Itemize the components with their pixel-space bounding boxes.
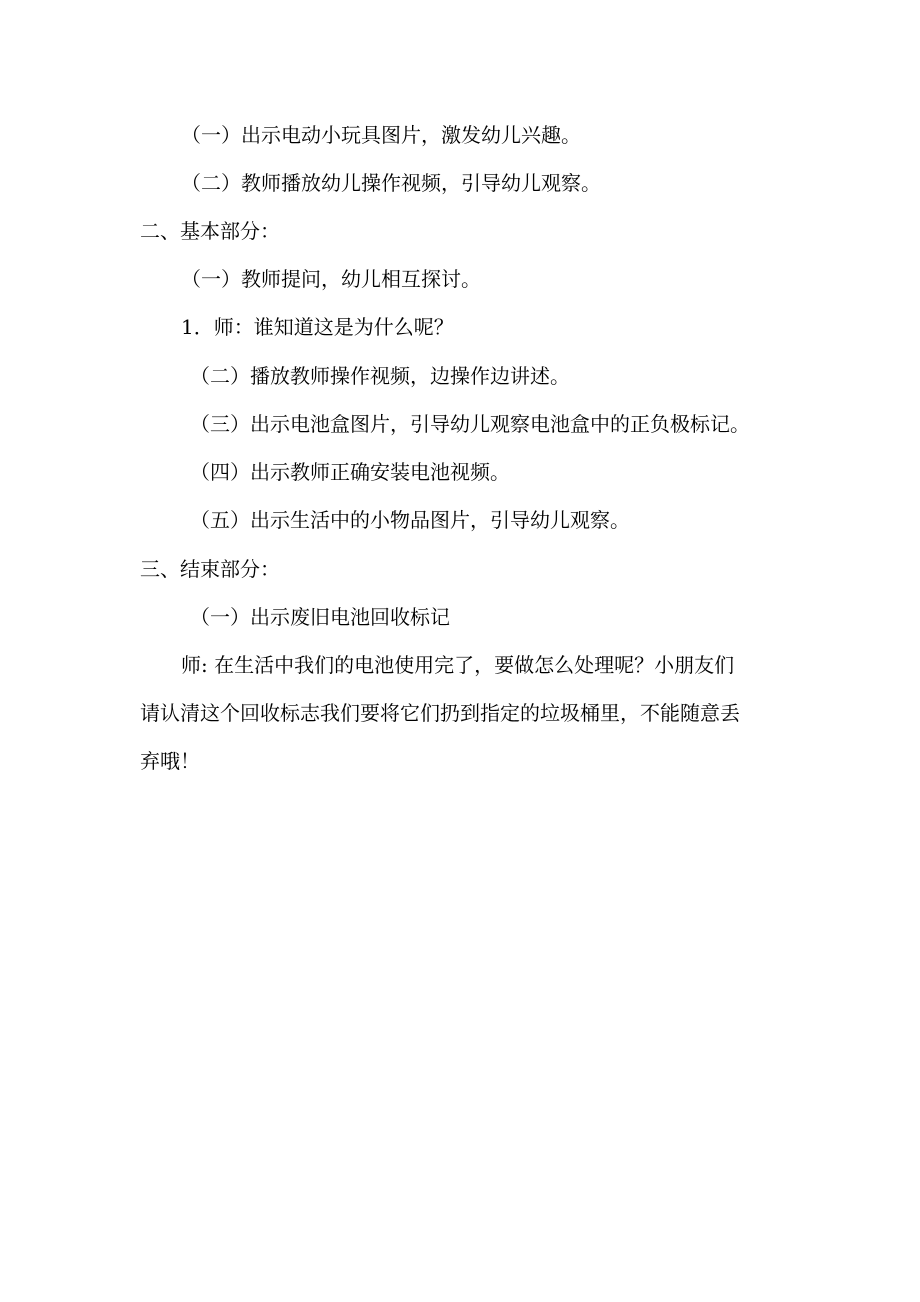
teacher-remark-line-3: 弃哦！ (140, 749, 200, 773)
basic-step-3: （三）出示电池盒图片，引导幼儿观察电池盒中的正负极标记。 (190, 412, 750, 436)
intro-step-1: （一）出示电动小玩具图片，激发幼儿兴趣。 (181, 123, 581, 147)
section-heading-basic: 二、基本部分： (140, 219, 280, 243)
basic-step-5: （五）出示生活中的小物品图片，引导幼儿观察。 (190, 508, 630, 532)
basic-step-4: （四）出示教师正确安装电池视频。 (190, 460, 510, 484)
basic-step-1: （一）教师提问，幼儿相互探讨。 (181, 267, 481, 291)
teacher-remark-line-1: 师: 在生活中我们的电池使用完了，要做怎么处理呢？小朋友们 (181, 653, 735, 677)
basic-step-2: （二）播放教师操作视频，边操作边讲述。 (190, 364, 570, 388)
intro-step-2: （二）教师播放幼儿操作视频，引导幼儿观察。 (181, 171, 601, 195)
teacher-remark-line-2: 请认清这个回收标志我们要将它们扔到指定的垃圾桶里，不能随意丢 (140, 701, 740, 725)
section-heading-ending: 三、结束部分： (140, 557, 280, 581)
basic-step-1-question: 1．师：谁知道这是为什么呢？ (181, 315, 454, 339)
ending-step-1: （一）出示废旧电池回收标记 (190, 605, 450, 629)
